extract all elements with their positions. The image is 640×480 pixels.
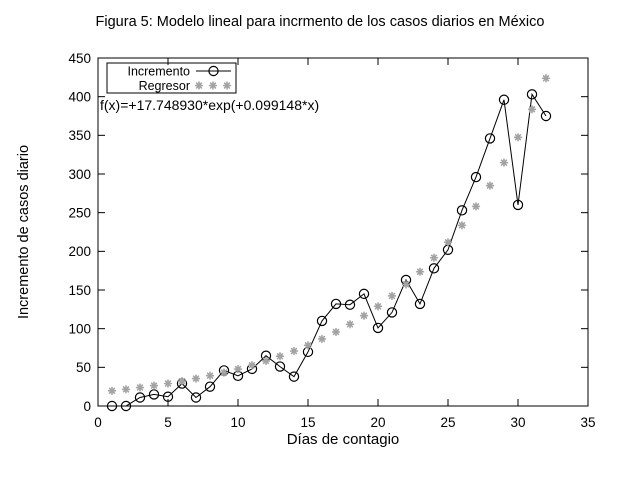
x-tick-label: 30 bbox=[510, 415, 526, 430]
regresor-point bbox=[417, 268, 424, 275]
y-tick-label: 350 bbox=[68, 128, 91, 144]
regresor-point bbox=[137, 384, 144, 391]
y-tick-label: 250 bbox=[68, 205, 91, 221]
x-tick-label: 15 bbox=[300, 415, 316, 430]
fit-equation-annotation: f(x)=+17.748930*exp(+0.099148*x) bbox=[100, 97, 320, 113]
regresor-point bbox=[235, 366, 242, 373]
x-tick-label: 20 bbox=[370, 415, 386, 430]
x-axis-label: Días de contagio bbox=[286, 431, 400, 448]
y-tick-label: 0 bbox=[83, 398, 91, 414]
regresor-point bbox=[403, 281, 410, 288]
x-tick-label: 35 bbox=[580, 415, 596, 430]
regresor-point bbox=[151, 382, 158, 389]
incremento-line bbox=[112, 94, 546, 406]
regresor-point bbox=[165, 380, 172, 387]
regresor-point bbox=[221, 369, 228, 376]
y-tick-label: 450 bbox=[68, 50, 91, 66]
regresor-point bbox=[431, 254, 438, 261]
regresor-point bbox=[347, 321, 354, 328]
legend-label-incremento: Incremento bbox=[127, 64, 190, 79]
regresor-point bbox=[179, 378, 186, 385]
regresor-point bbox=[361, 312, 368, 319]
regresor-point bbox=[389, 292, 396, 299]
regresor-point bbox=[529, 106, 536, 113]
regresor-point bbox=[277, 353, 284, 360]
x-tick-label: 10 bbox=[230, 415, 246, 430]
y-tick-label: 50 bbox=[75, 360, 91, 376]
regresor-point bbox=[333, 329, 340, 336]
regresor-point bbox=[196, 82, 203, 89]
regresor-point bbox=[319, 336, 326, 343]
regresor-point bbox=[375, 303, 382, 310]
x-tick-label: 0 bbox=[94, 415, 102, 430]
regresor-point bbox=[487, 182, 494, 189]
regresor-point bbox=[109, 387, 116, 394]
x-tick-label: 25 bbox=[440, 415, 456, 430]
regresor-point bbox=[249, 362, 256, 369]
regresor-point bbox=[193, 375, 200, 382]
regresor-point bbox=[210, 82, 217, 89]
regresor-point bbox=[515, 134, 522, 141]
legend-label-regresor: Regresor bbox=[138, 79, 190, 93]
x-tick-label: 5 bbox=[164, 415, 172, 430]
y-tick-label: 100 bbox=[68, 321, 91, 337]
regresor-point bbox=[473, 203, 480, 210]
y-axis-label: Incremento de casos diario bbox=[16, 144, 32, 320]
legend bbox=[107, 63, 236, 93]
regresor-point bbox=[543, 75, 550, 82]
y-tick-label: 400 bbox=[68, 89, 91, 105]
regresor-point bbox=[305, 342, 312, 349]
legend-regresor-marker-icons bbox=[196, 82, 231, 89]
regresor-point bbox=[445, 239, 452, 246]
regresor-point bbox=[224, 82, 231, 89]
y-tick-label: 150 bbox=[68, 282, 91, 298]
regresor-point bbox=[501, 159, 508, 166]
regresor-point bbox=[263, 358, 270, 365]
regresor-point bbox=[123, 386, 130, 393]
chart-title: Figura 5: Modelo lineal para incrmento de los casos diarios en México bbox=[95, 14, 545, 30]
regresor-point bbox=[291, 348, 298, 355]
regresor-point bbox=[459, 222, 466, 229]
y-tick-label: 300 bbox=[68, 166, 91, 182]
regresor-point bbox=[207, 372, 214, 379]
y-tick-label: 200 bbox=[68, 244, 91, 260]
